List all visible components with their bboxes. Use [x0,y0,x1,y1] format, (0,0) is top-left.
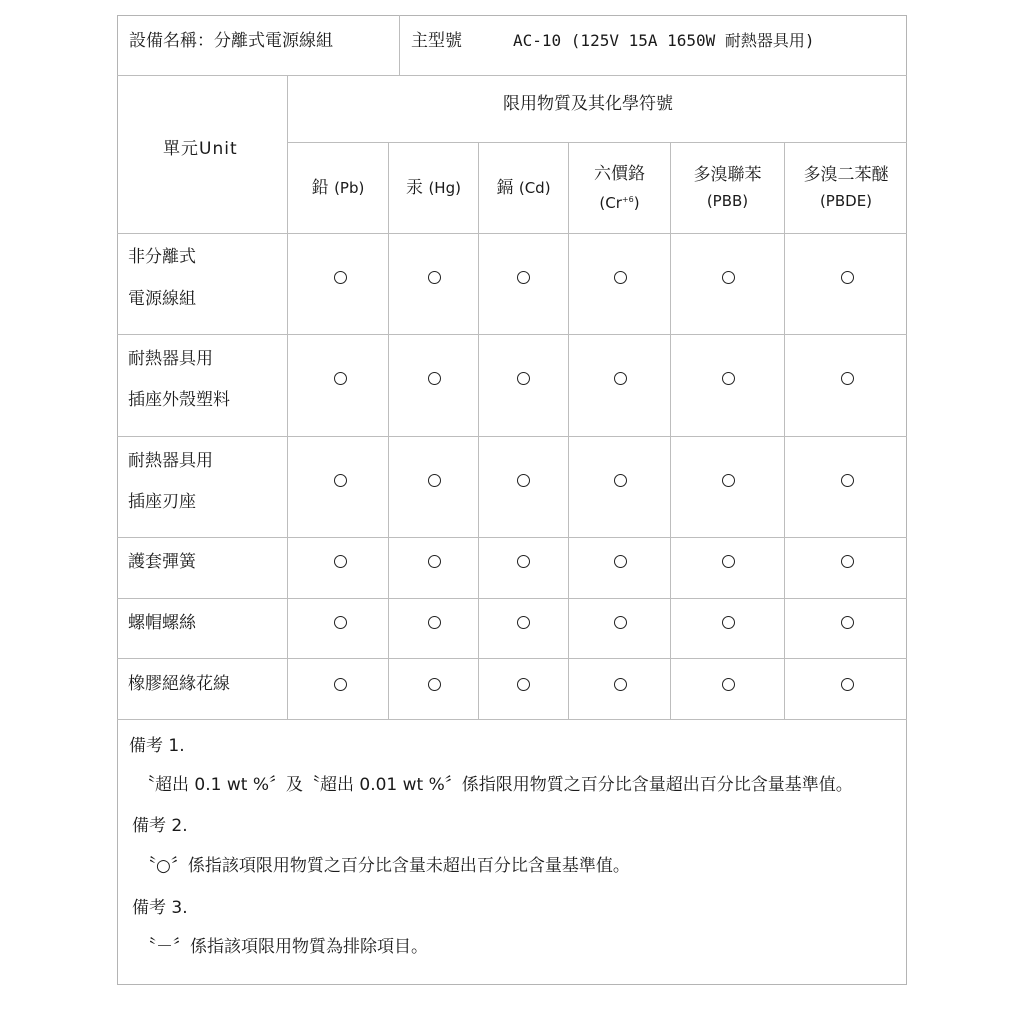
compliance-circle-mark [614,372,627,385]
compliance-circle-mark [517,555,530,568]
row-label: 電源線組 [128,289,196,309]
note2-text: 〝○〞係指該項限用物質之百分比含量未超出百分比含量基準值。 [139,856,630,876]
row-label: 插座刃座 [128,492,196,512]
compliance-circle-mark [722,271,735,284]
compliance-circle-mark [517,271,530,284]
note2-title: 備考 2. [132,816,188,836]
grid-line [117,233,907,234]
col-header-chromium: 六價鉻 $(Cr^{+6})$ [594,163,645,212]
row-label: 護套彈簧 [128,552,196,572]
compliance-circle-mark [517,474,530,487]
model-value: AC-10 (125V 15A 1650W 耐熱器具用) [513,31,815,50]
compliance-circle-mark [841,271,854,284]
compliance-circle-mark [334,474,347,487]
compliance-circle-mark [517,372,530,385]
row-label: 插座外殼塑料 [128,390,230,410]
compliance-circle-mark [722,474,735,487]
compliance-circle-mark [428,678,441,691]
grid-line [117,658,907,659]
compliance-circle-mark [428,372,441,385]
compliance-circle-mark [614,271,627,284]
note3-text: 〝－〞係指該項限用物質為排除項目。 [139,937,428,957]
compliance-circle-mark [428,616,441,629]
compliance-circle-mark [517,616,530,629]
grid-line [399,15,400,75]
device-name-label: 設備名稱：分離式電源線組 [129,31,333,51]
compliance-circle-mark [841,372,854,385]
compliance-circle-mark [841,474,854,487]
grid-line [117,537,907,538]
grid-line [117,334,907,335]
unit-label: 單元Unit [163,139,238,159]
compliance-circle-mark [334,271,347,284]
grid-line [117,436,907,437]
col-header-pbb: 多溴聯苯 (PBB) [693,165,762,210]
compliance-circle-mark [722,678,735,691]
col-header-cadmium: 鎘 (Cd) [496,178,551,198]
col-header-mercury: 汞 (Hg) [406,178,461,198]
note1-text: 〝超出 0.1 wt %〞及〝超出 0.01 wt %〞係指限用物質之百分比含量超出百分比含量基準值。 [138,775,853,795]
compliance-circle-mark [614,678,627,691]
model-label: 主型號 [411,31,462,51]
compliance-circle-mark [428,555,441,568]
note1-title: 備考 1. [129,736,185,756]
compliance-circle-mark [428,474,441,487]
grid-line [117,75,907,76]
compliance-circle-mark [614,474,627,487]
compliance-circle-mark [334,555,347,568]
compliance-circle-mark [334,678,347,691]
col-header-pbde: 多溴二苯醚 (PBDE) [803,165,889,210]
row-label: 耐熱器具用 [128,349,213,369]
compliance-circle-mark [517,678,530,691]
row-label: 螺帽螺絲 [128,613,196,633]
row-label: 非分離式 [128,247,196,267]
compliance-circle-mark [841,678,854,691]
row-label: 耐熱器具用 [128,451,213,471]
restricted-substances-heading: 限用物質及其化學符號 [503,94,673,114]
compliance-circle-mark [428,271,441,284]
col-header-lead: 鉛 (Pb) [311,178,365,198]
compliance-circle-mark [614,555,627,568]
compliance-circle-mark [614,616,627,629]
compliance-circle-mark [722,616,735,629]
compliance-circle-mark [334,372,347,385]
compliance-circle-mark [722,372,735,385]
row-label: 橡膠絕緣花線 [128,674,230,694]
grid-line [117,719,907,720]
compliance-circle-mark [722,555,735,568]
grid-line [117,598,907,599]
compliance-circle-mark [334,616,347,629]
note3-title: 備考 3. [132,898,188,918]
compliance-circle-mark [841,555,854,568]
compliance-circle-mark [841,616,854,629]
